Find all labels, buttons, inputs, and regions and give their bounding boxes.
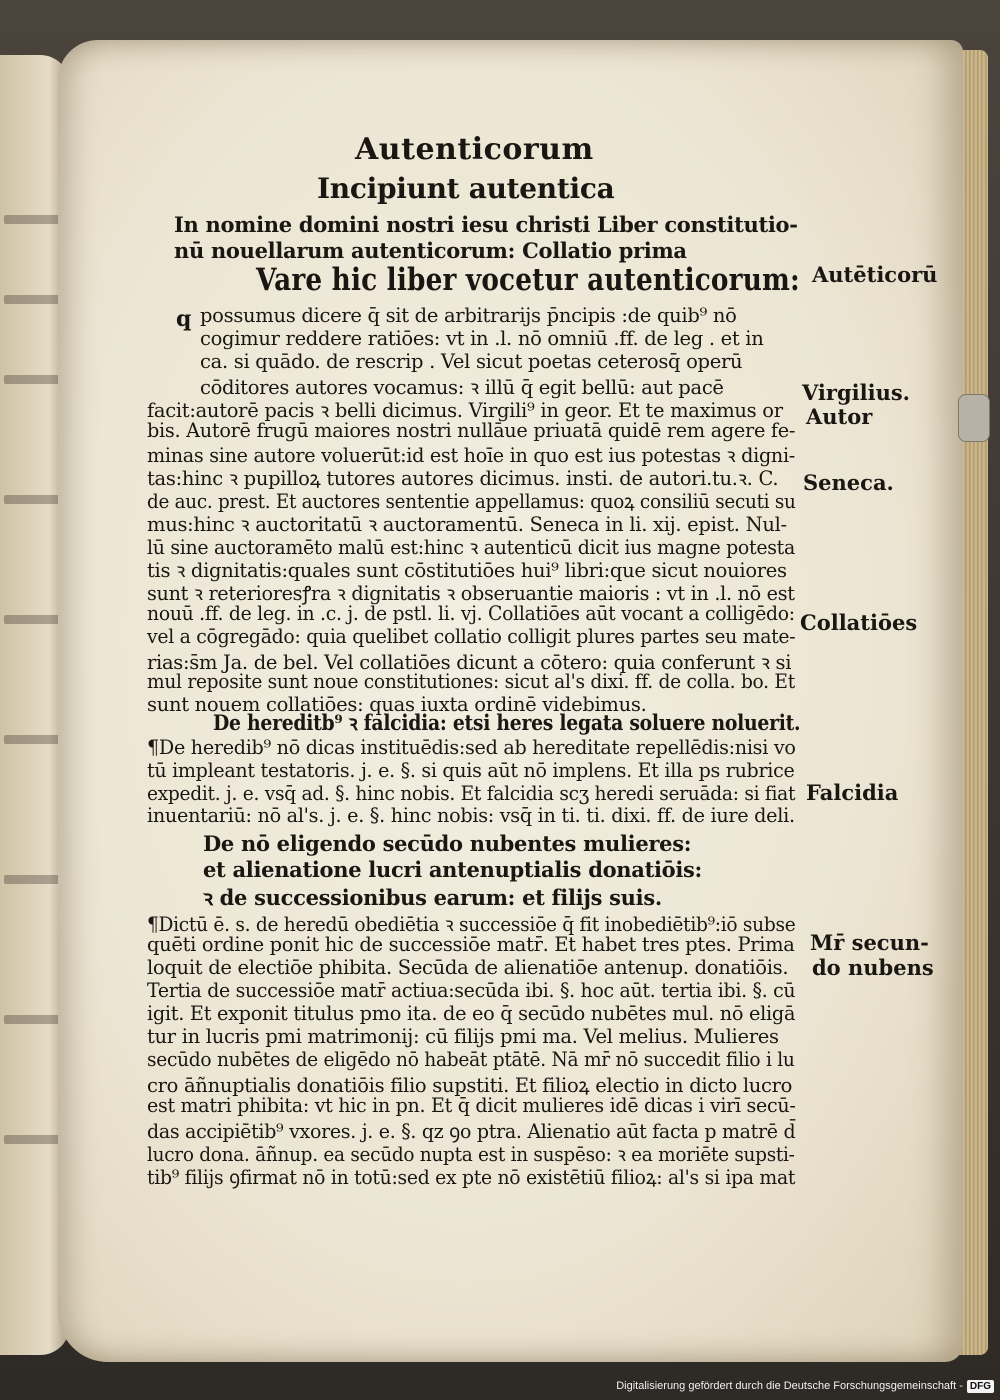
dfg-logo: DFG — [967, 1380, 994, 1393]
drop-cap: q — [176, 306, 192, 332]
text-line: expedit. j. e. vsq̄ ad. §. hinc nobis. Et falcidia scʒ heredi seruāda: si fiat — [147, 781, 796, 805]
text-line: sunt nouem collatiōes: quas iuxta ordinē videbimus. — [147, 693, 647, 717]
marginal-note: Virgilius. — [802, 380, 910, 405]
running-head: Autenticorum — [355, 132, 594, 167]
text-line: bis. Autorē frugū maiores nostri nullāue priuatā quidē rem agere fe- — [147, 418, 796, 442]
rubric-2-line: De nō eligendo secūdo nubentes mulieres: — [203, 831, 692, 856]
text-line: cro āñnuptialis donatiōis filio supstiti. Et filioꝝ electio in dicto lucro — [147, 1074, 793, 1097]
text-line: tur in lucris pmi matrimonij: cū filijs pmi ma. Vel melius. Mulieres — [147, 1025, 779, 1048]
text-line: mus:hinc ꝛ auctoritatū ꝛ auctoramentū. Seneca in li. xij. epist. Nul- — [147, 513, 787, 537]
text-line: possumus dicere q̄ sit de arbitrarijs p̄ncipis :de quib⁹ nō — [200, 304, 737, 327]
marginal-note: Autēticorū — [812, 262, 938, 287]
text-line: inuentariū: nō al's. j. e. §. hinc nobis: vsq̄ in ti. ti. dixi. ff. de iure deli. — [147, 804, 795, 828]
text-line: loquit de electiōe phibita. Secūda de alienatiōe antenup. donatiōis. — [147, 956, 789, 979]
text-line: lucro dona. āñnup. ea secūdo nupta est in suspēso: ꝛ ea moriēte supsti- — [147, 1143, 795, 1166]
footer — [616, 1376, 994, 1396]
marginal-note: Collatiōes — [800, 610, 918, 635]
text-line: ca. si quādo. de rescrip . Vel sicut poetas ceterosq̄ operū — [200, 349, 743, 373]
text-line: de auc. prest. Et auctores sententie appellamus: quoꝝ consiliū secuti su — [147, 490, 796, 514]
text-line: nouū .ff. de leg. in .c. j. de pstl. li. vj. Collatiōes aūt vocant a colligēdo: — [147, 601, 795, 625]
marginal-note: Falcidia — [806, 780, 899, 805]
text-line: minas sine autore voluerūt:id est hoīe in quo est ius potestas ꝛ digni- — [147, 444, 795, 468]
marginal-note: do nubens — [812, 955, 934, 980]
text-line: cōditores autores vocamus: ꝛ illū q̄ egit bellū: aut pacē — [200, 375, 724, 399]
marginal-note: Seneca. — [803, 470, 894, 495]
text-line: facit:autorē pacis ꝛ belli dicimus. Virgili⁹ in geor. Et te maximus or — [147, 398, 783, 422]
marginal-note: Autor — [806, 404, 873, 429]
text-line: tas:hinc ꝛ pupilloꝝ tutores autores dicimus. insti. de autori.tu.ꝛ. C. — [147, 467, 779, 491]
text-line: ¶Dictū ē. s. de heredū obediētia ꝛ successiōe q̄ fit inobediētib⁹:iō subse — [147, 913, 796, 936]
text-line: quēti ordine ponit hic de successiōe matr̄. Et habet tres ptes. Prima — [147, 933, 795, 956]
text-line: secūdo nubētes de eligēdo nō habeāt ptātē. Nā mr̄ nō succedit filio i lu — [147, 1048, 795, 1071]
text-line: Tertia de successiōe matr̄ actiua:secūda ibi. §. hoc aūt. tertia ibi. §. cū — [147, 979, 796, 1002]
text-line: das accipiētib⁹ vxores. j. e. §. qz ꝯo ptra. Alienatio aūt facta p matrē d̄ — [147, 1120, 796, 1143]
text-line: ¶De heredib⁹ nō dicas instituēdis:sed ab hereditate repellēdis:nisi vo — [147, 736, 796, 759]
text-line: igit. Et exponit titulus pmo ita. de eo q̄ secūdo nubētes mul. nō eligā — [147, 1002, 796, 1025]
text-line: tib⁹ filijs ꝯfirmat nō in totū:sed ex pte nō existētiū filioꝝ: al's si ipa mat — [147, 1166, 796, 1189]
text-line: mul reposite sunt noue constitutiones: sicut al's dixi. ff. de colla. bo. Et — [147, 670, 795, 694]
text-line: lū sine auctoramēto malū est:hinc ꝛ autenticū dicit ius magne potesta — [147, 536, 795, 559]
text-line: est matri phibita: vt hic in pn. Et q̄ dicit mulieres idē dicas i virī secū- — [147, 1094, 796, 1117]
intro-line: nū nouellarum autenticorum: Collatio prima — [174, 238, 687, 263]
rubric-2-line: et alienatione lucri antenuptialis donatiōis: — [203, 857, 703, 882]
text-line: vel a cōgregādo: quia quelibet collatio colligit plures partes seu mate- — [147, 624, 796, 648]
intro-line: In nomine domini nostri iesu christi Liber constitutio- — [174, 212, 798, 237]
rubric-1: De hereditb⁹ ꝛ falcidia: etsi heres legata soluere noluerit. — [213, 710, 801, 735]
rubric-2-line: ꝛ de successionibus earum: et filijs suis. — [203, 885, 662, 910]
marginal-note: Mr̄ secun- — [810, 930, 929, 955]
text-line: tis ꝛ dignitatis:quales sunt cōstitutiōes hui⁹ libri:que sicut nouiores — [147, 558, 787, 582]
text-line: tū impleant testatoris. j. e. §. si quis aūt nō implens. Et illa ps rubrice — [147, 758, 795, 782]
text-line: cogimur reddere ratiōes: vt in .l. nō omniū .ff. de leg . et in — [200, 326, 764, 350]
section-heading: Vare hic liber vocetur autenticorum: — [256, 262, 800, 298]
text-line: rias:s̄m Ja. de bel. Vel collatiōes dicunt a cōtero: quia conferunt ꝛ si — [147, 650, 792, 674]
footer-credit: Digitalisierung gefördert durch die Deutsche Forschungsgemeinschaft - — [616, 1380, 963, 1392]
text-line: sunt ꝛ reterioresꝭra ꝛ dignitatis ꝛ obseruantie maioris : vt in .l. nō est — [147, 581, 795, 605]
title: Incipiunt autentica — [317, 172, 615, 205]
